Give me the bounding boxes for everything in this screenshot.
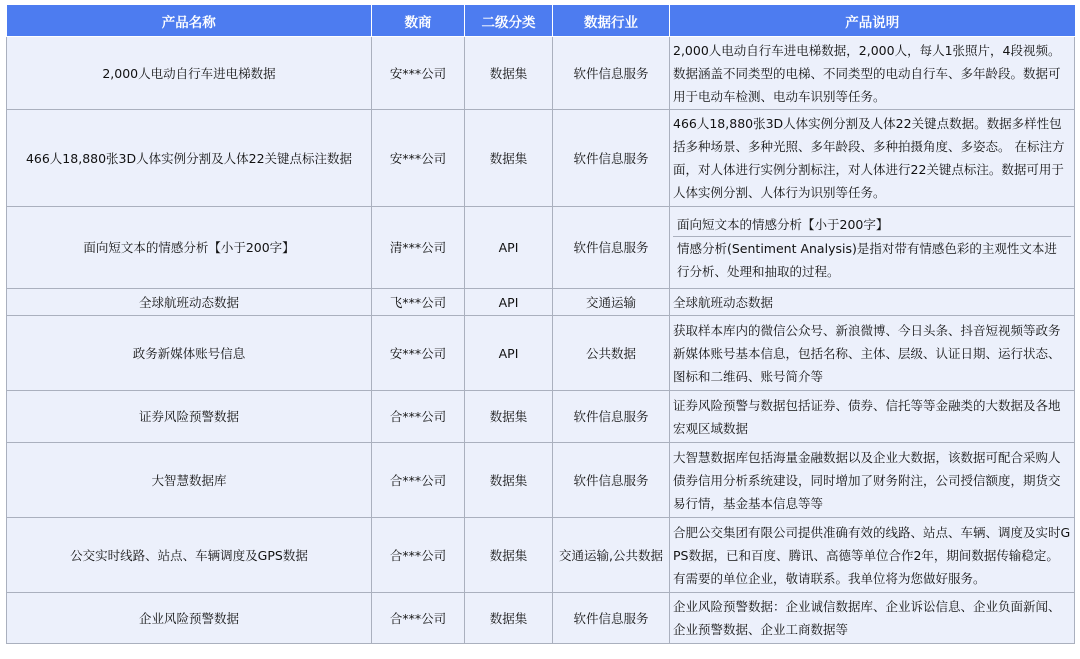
product-table: [6, 5, 1075, 644]
header-vendor: 数商: [372, 5, 465, 37]
industry: 软件信息服务: [553, 593, 670, 644]
category: 数据集: [465, 443, 553, 518]
category: API: [465, 316, 553, 391]
table-row: [7, 207, 1075, 289]
category: 数据集: [465, 593, 553, 644]
category: 数据集: [465, 110, 553, 207]
vendor: 安***公司: [372, 110, 465, 207]
product-description: 2,000人电动自行车进电梯数据，2,000人，每人1张照片，4段视频。数据涵盖不同类型的电梯、不同类型的电动自行车、多年龄段。数据可用于电动车检测、电动车识别等任务。: [670, 37, 1075, 110]
vendor: 合***公司: [372, 593, 465, 644]
table-row: [7, 316, 1075, 391]
product-name: 证券风险预警数据: [7, 391, 372, 443]
table-row: [7, 110, 1075, 207]
product-description: 466人18,880张3D人体实例分割及人体22关键点数据。数据多样性包括多种场景、多种光照、多年龄段、多种拍摄角度、多姿态。 在标注方面，对人体进行实例分割标注，对人体进行22关键点标注。数据可用于人体实例分割、人体行为识别等任务。: [670, 110, 1075, 207]
product-name: 企业风险预警数据: [7, 593, 372, 644]
industry: 软件信息服务: [553, 110, 670, 207]
industry: 公共数据: [553, 316, 670, 391]
table-row: [7, 443, 1075, 518]
category: API: [465, 207, 553, 289]
product-description: 合肥公交集团有限公司提供准确有效的线路、站点、车辆、调度及实时GPS数据，已和百度、腾讯、高德等单位合作2年，期间数据传输稳定。有需要的单位企业，敬请联系。我单位将为您做好服务。: [670, 518, 1075, 593]
category: 数据集: [465, 37, 553, 110]
product-name: 全球航班动态数据: [7, 289, 372, 316]
industry: 软件信息服务: [553, 37, 670, 110]
product-name: 2,000人电动自行车进电梯数据: [7, 37, 372, 110]
table-row: [7, 593, 1075, 644]
vendor: 安***公司: [372, 37, 465, 110]
vendor: 安***公司: [372, 316, 465, 391]
industry: 软件信息服务: [553, 443, 670, 518]
product-name: 面向短文本的情感分析【小于200字】: [7, 207, 372, 289]
product-description: 大智慧数据库包括海量金融数据以及企业大数据，该数据可配合采购人债券信用分析系统建设，同时增加了财务附注，公司授信额度，期货交易行情，基金基本信息等等: [670, 443, 1075, 518]
product-name: 政务新媒体账号信息: [7, 316, 372, 391]
product-name: 公交实时线路、站点、车辆调度及GPS数据: [7, 518, 372, 593]
category: 数据集: [465, 391, 553, 443]
table-row: [7, 37, 1075, 110]
header-industry: 数据行业: [553, 5, 670, 37]
vendor: 合***公司: [372, 443, 465, 518]
table-header-row: [7, 5, 1075, 37]
industry: 交通运输,公共数据: [553, 518, 670, 593]
vendor: 清***公司: [372, 207, 465, 289]
table-row: [7, 289, 1075, 316]
table-row: [7, 391, 1075, 443]
product-description: 证券风险预警与数据包括证券、债券、信托等等金融类的大数据及各地宏观区域数据: [670, 391, 1075, 443]
industry: 交通运输: [553, 289, 670, 316]
header-product-name: 产品名称: [7, 5, 372, 37]
category: 数据集: [465, 518, 553, 593]
description-title: 面向短文本的情感分析【小于200字】: [673, 213, 1071, 237]
vendor: 飞***公司: [372, 289, 465, 316]
product-description: 全球航班动态数据: [670, 289, 1075, 316]
product-description: [670, 207, 1075, 289]
vendor: 合***公司: [372, 518, 465, 593]
vendor: 合***公司: [372, 391, 465, 443]
description-body: 情感分析(Sentiment Analysis)是指对带有情感色彩的主观性文本进行分析、处理和抽取的过程。: [677, 240, 1057, 279]
table-row: [7, 518, 1075, 593]
header-category: 二级分类: [465, 5, 553, 37]
industry: 软件信息服务: [553, 391, 670, 443]
industry: 软件信息服务: [553, 207, 670, 289]
product-description: 获取样本库内的微信公众号、新浪微博、今日头条、抖音短视频等政务新媒体账号基本信息，包括名称、主体、层级、认证日期、运行状态、图标和二维码、账号简介等: [670, 316, 1075, 391]
header-description: 产品说明: [670, 5, 1075, 37]
product-name: 大智慧数据库: [7, 443, 372, 518]
product-name: 466人18,880张3D人体实例分割及人体22关键点标注数据: [7, 110, 372, 207]
product-description: 企业风险预警数据：企业诚信数据库、企业诉讼信息、企业负面新闻、企业预警数据、企业工商数据等: [670, 593, 1075, 644]
category: API: [465, 289, 553, 316]
